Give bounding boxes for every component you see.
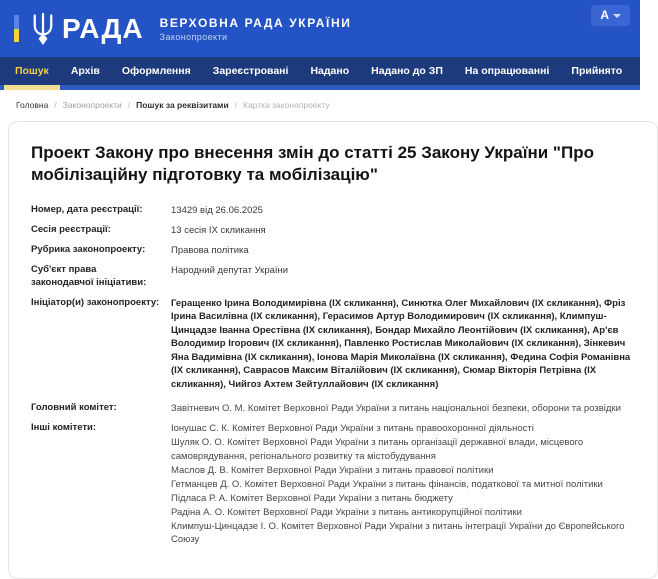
field-row-rubric <box>31 244 631 257</box>
field-label: Інші комітети: <box>31 422 97 434</box>
app-header <box>0 0 640 57</box>
tryzub-icon <box>28 11 58 47</box>
field-value: 13429 від 26.06.2025 <box>171 204 263 216</box>
field-value: Народний депутат України <box>171 265 289 277</box>
committee-item: Іонушас С. К. Комітет Верховної Ради України з питань правоохоронної діяльності <box>171 423 534 435</box>
committee-item: Шуляк О. О. Комітет Верховної Ради України з питань організації державної влади, місцевого самоврядування, регіонального розвитку та містобудування <box>171 437 584 462</box>
committee-item: Маслов Д. В. Комітет Верховної Ради України з питань правової політики <box>171 464 494 476</box>
breadcrumb-separator: / <box>234 100 238 110</box>
committee-item: Климпуш-Цинцадзе І. О. Комітет Верховної Ради України з питань інтеграції України до Європейського Союзу <box>171 521 625 546</box>
nav-item-nadano[interactable]: Надано <box>310 65 350 77</box>
field-value: Правова політика <box>171 245 249 257</box>
main-nav <box>0 57 640 90</box>
field-row-initiative-subject <box>31 264 631 290</box>
font-size-control[interactable] <box>591 5 630 26</box>
nav-item-nadano-do-zp[interactable]: Надано до ЗП <box>371 65 443 77</box>
field-row-session <box>31 224 631 237</box>
main-committee: Завітневич О. М. Комітет Верховної Ради України з питань національної безпеки, оборони та розвідки <box>171 403 621 415</box>
field-label: Сесія реєстрації: <box>31 223 111 235</box>
breadcrumb-poshuk-za-rekvizytamy[interactable]: Пошук за реквізитами <box>136 100 229 110</box>
bill-title: Проект Закону про внесення змін до статті 25 Закону України "Про мобілізаційну підготовку та мобілізацію" <box>31 143 594 185</box>
breadcrumb-separator: / <box>54 100 57 110</box>
field-label: Суб'єкт права законодавчої ініціативи: <box>31 264 147 289</box>
breadcrumb-kartka: Картка законопроекту <box>243 100 330 110</box>
breadcrumb-separator: / <box>127 100 131 110</box>
field-row-initiators <box>31 297 631 391</box>
committee-item: Гетманцев Д. О. Комітет Верховної Ради України з питань фінансів, податкової та митної політики <box>171 478 603 490</box>
committee-item: Радіна А. О. Комітет Верховної Ради України з питань антикорупційної політики <box>171 506 522 518</box>
field-row-number-date <box>31 204 631 217</box>
nav-item-oformlennia[interactable]: Оформлення <box>121 65 191 77</box>
nav-item-pryiniato[interactable]: Прийнято <box>571 65 623 77</box>
field-value: 13 сесія IX скликання <box>171 224 266 236</box>
nav-item-na-opratsiuvanni[interactable]: На опрацюванні <box>464 65 550 77</box>
initiators-list: Геращенко Ірина Володимирівна (ІХ скликання), Синютка Олег Михайлович (ІХ скликання), Фріз Ірина Василівна (ІХ скликання), Герасимов Артур Володимирович (ІХ скликання), Климпуш-Цинцадзе Іванна Орестівна (ІХ скликання), Бондар Михайло Леонтійович (ІХ скликання), Ар'єв Володимир Ігорович (ІХ скликання), Павленко Ростислав Миколайович (ІХ скликання), Зінкевич Яна Вадимівна (ІХ скликання), Іонова Марія Миколаївна (ІХ скликання), Федина Софія Романівна (ІХ скликання), Саврасов Максим Віталійович (ІХ скликання), Сюмар Вікторія Петрівна (ІХ скликання), Чийгоз Ахтем Зейтуллайович (ІХ скликання) <box>171 297 631 390</box>
breadcrumb <box>0 90 640 118</box>
other-committees-list <box>171 422 631 547</box>
committee-item: Підласа Р. А. Комітет Верховної Ради України з питань бюджету <box>171 492 453 504</box>
nav-item-poshuk[interactable]: Пошук <box>4 57 60 90</box>
field-label: Рубрика законопроекту: <box>31 244 146 256</box>
field-label: Ініціатор(и) законопроекту: <box>31 296 160 308</box>
breadcrumb-zakonoproekty[interactable]: Законопроекти <box>62 100 122 110</box>
field-row-other-committees <box>31 422 631 547</box>
site-subtitle: Законопроекти <box>159 31 228 42</box>
field-label: Номер, дата реєстрації: <box>31 203 143 215</box>
breadcrumb-home[interactable]: Головна <box>16 100 49 110</box>
logo-rada[interactable]: РАДА <box>62 12 144 44</box>
nav-item-arkhiv[interactable]: Архів <box>70 65 100 77</box>
font-size-label: A <box>600 8 609 22</box>
nav-item-zareiestrovani[interactable]: Зареєстровані <box>212 65 289 77</box>
site-title: ВЕРХОВНА РАДА УКРАЇНИ <box>159 15 352 30</box>
field-row-main-committee <box>31 402 631 415</box>
caret-down-icon <box>613 14 621 18</box>
ukraine-flag-icon <box>14 15 19 42</box>
bill-card <box>8 121 658 579</box>
site-title-block <box>160 16 352 42</box>
field-label: Головний комітет: <box>31 402 117 414</box>
